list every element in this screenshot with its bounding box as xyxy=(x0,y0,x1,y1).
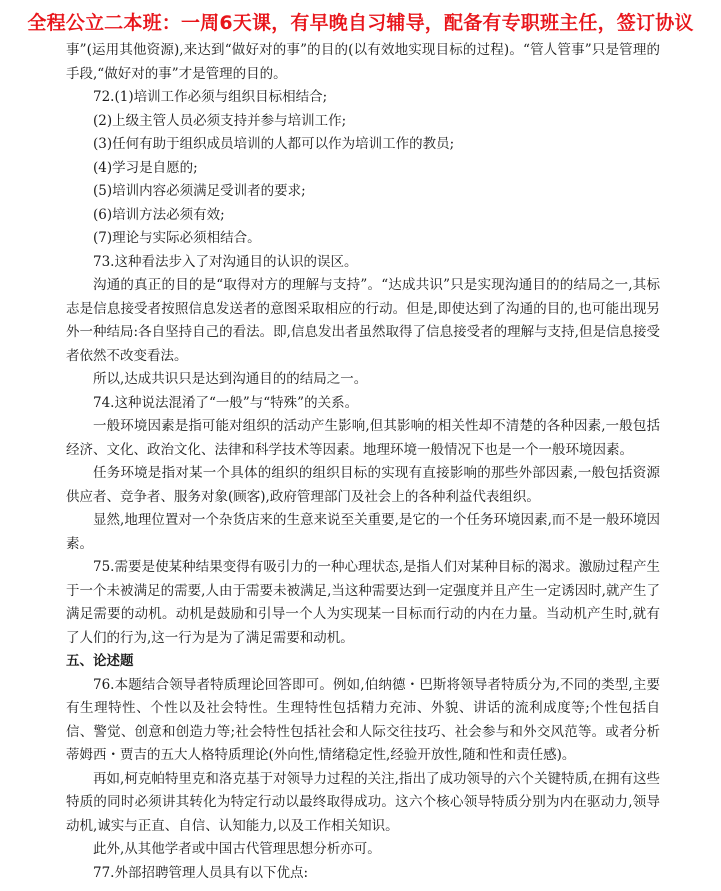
paragraph: 74.这种说法混淆了“一般”与“特殊”的关系。 xyxy=(93,394,359,411)
document-body xyxy=(66,39,660,885)
paragraph: (4)学习是自愿的; xyxy=(93,159,198,176)
paragraph: 所以,达成共识只是达到沟通目的的结局之一。 xyxy=(93,371,368,387)
paragraph: 73.这种看法步入了对沟通目的认识的误区。 xyxy=(93,253,358,270)
paragraph: (7)理论与实际必须相结合。 xyxy=(93,230,261,246)
paragraph: (3)任何有助于组织成员培训的人都可以作为培训工作的教员; xyxy=(93,136,455,152)
paragraph: 77.外部招聘管理人员具有以下优点: xyxy=(93,864,309,881)
paragraph: 72.(1)培训工作必须与组织目标相结合; xyxy=(93,89,328,105)
paragraph: 事”(运用其他资源),来达到“做好对的事”的目的(以有效地实现目标的过程)。“管人管事”只是管理的手段,“做好对的事”才是管理的目的。 xyxy=(66,42,660,82)
paragraph: 此外,从其他学者或中国古代管理思想分析亦可。 xyxy=(93,841,381,857)
paragraph: (5)培训内容必须满足受训者的要求; xyxy=(93,183,306,199)
paragraph: (6)培训方法必须有效; xyxy=(93,206,225,223)
paragraph: 显然,地理位置对一个杂货店来的生意来说至关重要,是它的一个任务环境因素,而不是一般环境因素。 xyxy=(66,512,660,552)
paragraph: 75.需要是使某种结果变得有吸引力的一种心理状态,是指人们对某种目标的渴求。激励过程产生于一个未被满足的需要,人由于需要未被满足,当这种需要达到一定强度并且产生一定诱因时,就产生了满足需要的动机。动机是鼓励和引导一个人为实现某一目标而行动的内在力量。当动机产生时,就有了人们的行为,这一行为是为了满足需要和动机。 xyxy=(66,559,660,646)
paragraph: 再如,柯克帕特里克和洛克基于对领导力过程的关注,指出了成功领导的六个关键特质,在拥有这些特质的同时必须讲其转化为特定行动以最终取得成功。这六个核心领导特质分别为内在驱动力,领导动机,诚实与正直、自信、认知能力,以及工作相关知识。 xyxy=(66,770,660,834)
paragraph: (2)上级主管人员必须支持并参与培训工作; xyxy=(93,112,347,129)
paragraph: 沟通的真正的目的是“取得对方的理解与支持”。“达成共识”只是实现沟通目的的结局之一,其标志是信息接受者按照信息发送者的意图采取相应的行动。但是,即使达到了沟通的目的,也可能出现另外一种结局:各自坚持自己的看法。即,信息发出者虽然取得了信息接受者的理解与支持,但是信息接受者依然不改变看法。 xyxy=(66,277,660,364)
section-heading: 五、论述题 xyxy=(66,653,134,669)
promo-banner: 全程公立二本班：一周6天课，有早晚自习辅导，配备有专职班主任，签订协议 xyxy=(27,12,694,34)
paragraph: 一般环境因素是指可能对组织的活动产生影响,但其影响的相关性却不清楚的各种因素,一般包括经济、文化、政治文化、法律和科学技术等因素。地理环境一般情况下也是一个一般环境因素。 xyxy=(66,418,660,458)
paragraph: 任务环境是指对某一个具体的组织的组织目标的实现有直接影响的那些外部因素,一般包括资源供应者、竞争者、服务对象(顾客),政府管理部门及社会上的各种利益代表组织。 xyxy=(66,465,660,505)
paragraph: 76.本题结合领导者特质理论回答即可。例如,伯纳德・巴斯将领导者特质分为,不同的类型,主要有生理特性、个性以及社会特性。生理特性包括精力充沛、外貌、讲话的流利成度等;个性包括自信、警觉、创意和创造力等;社会特性包括社会和人际交往技巧、社会参与和外交风范等。或者分析蒂姆西・贾吉的五大人格特质理论(外向性,情绪稳定性,经验开放性,随和性和责任感)。 xyxy=(66,676,660,763)
